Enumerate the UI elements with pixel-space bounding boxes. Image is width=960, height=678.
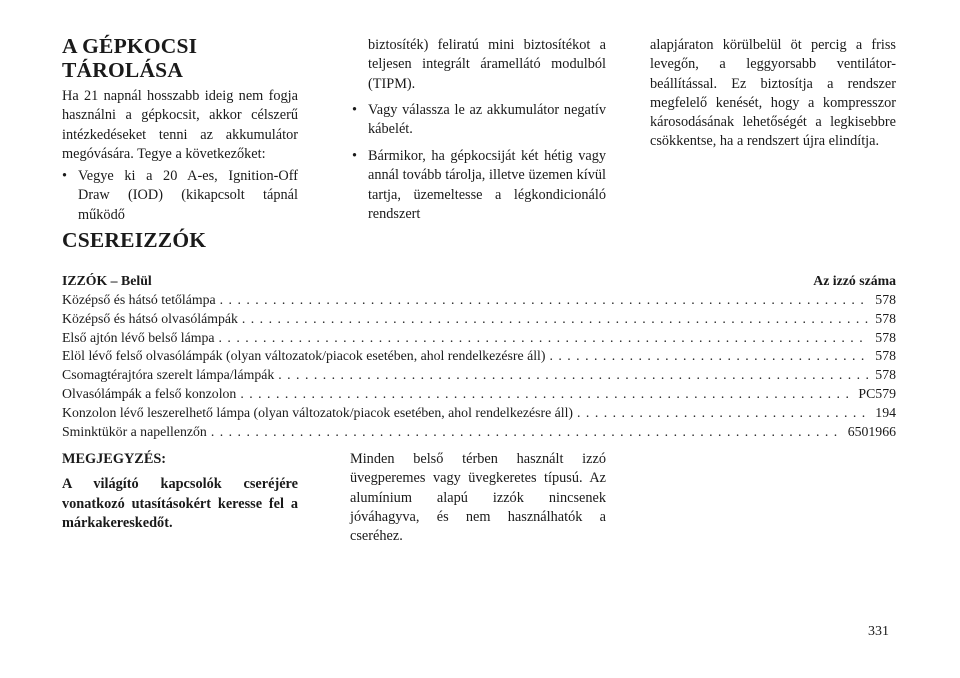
row-label: Középső és hátsó tetőlámpa bbox=[62, 292, 216, 307]
row-label: Első ajtón lévő belső lámpa bbox=[62, 329, 215, 345]
bullet-text: Vegye ki a 20 A-es, Ignition-Off Draw (IOD) (kikapcsolt tápnál működő bbox=[78, 168, 298, 223]
bulb-table bbox=[62, 291, 896, 441]
table-header-right: Az izzó száma bbox=[813, 273, 896, 288]
row-label: Sminktükör a napellenzőn bbox=[62, 423, 207, 439]
bullet-item-1-start bbox=[62, 167, 298, 225]
table-row bbox=[62, 310, 896, 329]
note-heading: MEGJEGYZÉS: bbox=[62, 451, 167, 467]
note-text: Minden belső térben használt izzó üvegperemes vagy üvegkeretes típusú. Az alumínium alapú izzók nincsenek jóváhagyva, és nem használhatók a cseréhez. bbox=[350, 451, 606, 545]
row-value: 6501966 bbox=[847, 423, 896, 439]
row-value: 578 bbox=[875, 367, 896, 383]
dot-leader bbox=[236, 385, 852, 404]
dot-leader bbox=[207, 423, 842, 442]
row-label: Olvasólámpák a felső konzolon bbox=[62, 385, 237, 401]
table-row bbox=[62, 347, 896, 366]
bullet-item-1-cont bbox=[352, 36, 606, 94]
note-bold-text: A világító kapcsolók cseréjére vonatkozó utasításokért keresse fel a márkakereskedőt. bbox=[62, 476, 298, 531]
intro-paragraph: Ha 21 napnál hosszabb ideig nem fogja használni a gépkocsit, akkor célszerű intézkedéseket tenni az akkumulátor megóvására. Tegye a következőket: bbox=[62, 88, 298, 162]
table-header bbox=[62, 272, 896, 290]
bullet-item-2 bbox=[352, 101, 606, 140]
row-value: 578 bbox=[875, 329, 896, 345]
page-title-line2: TÁROLÁSA bbox=[62, 58, 184, 82]
table-row bbox=[62, 423, 896, 442]
bullet-text: Vagy válassza le az akkumulátor negatív kábelét. bbox=[368, 102, 606, 138]
bullet-dot: • bbox=[62, 168, 68, 184]
bullet-text-cont: biztosíték) feliratú mini biztosítékot a teljesen integrált áramellátó modulból (TIPM). bbox=[368, 37, 606, 92]
dot-leader bbox=[545, 347, 869, 366]
table-row bbox=[62, 291, 896, 310]
table-row bbox=[62, 329, 896, 348]
table-row bbox=[62, 385, 896, 404]
bullet-text: Bármikor, ha gépkocsiját két hétig vagy annál tovább tárolja, illetve üzemen kívül tartja, üzemeltesse a légkondicionáló rendszert bbox=[368, 148, 606, 222]
page-number: 331 bbox=[868, 624, 889, 639]
row-value: 578 bbox=[875, 348, 896, 364]
row-value: 578 bbox=[875, 292, 896, 307]
page-title-line1: A GÉPKOCSI bbox=[62, 34, 198, 58]
row-label: Középső és hátsó olvasólámpák bbox=[62, 310, 238, 326]
dot-leader bbox=[573, 404, 869, 423]
row-label: Konzolon lévő leszerelhető lámpa (olyan változatok/piacok esetében, ahol rendelkezésre áll) bbox=[62, 404, 574, 420]
row-value: PC579 bbox=[858, 385, 896, 401]
dot-leader bbox=[274, 366, 869, 385]
dot-leader bbox=[216, 291, 870, 310]
table-row bbox=[62, 404, 896, 423]
row-label: Elöl lévő felső olvasólámpák (olyan változatok/piacok esetében, ahol rendelkezésre áll) bbox=[62, 348, 546, 364]
bullet-item-3-start bbox=[352, 147, 606, 224]
row-value: 578 bbox=[875, 310, 896, 326]
bullet-dot: • bbox=[352, 148, 358, 164]
table-row bbox=[62, 366, 896, 385]
note-block bbox=[62, 450, 298, 533]
dot-leader bbox=[238, 310, 869, 329]
bullet-dot: • bbox=[352, 102, 358, 118]
dot-leader bbox=[215, 329, 870, 348]
bullet-item-3-cont: alapjáraton körülbelül öt percig a friss levegőn, a leggyorsabb ventilátor-beállítással. Ez biztosítja a rendszer megfelelő kenését, hogy a kompresszor károsodásának lehetőségét a legkisebbre csökkentse, ha a rendszert újra elindítja. bbox=[650, 37, 896, 150]
section-title: CSEREIZZÓK bbox=[62, 228, 207, 252]
row-value: 194 bbox=[875, 404, 896, 420]
row-label: Csomagtérajtóra szerelt lámpa/lámpák bbox=[62, 367, 275, 383]
table-header-left: IZZÓK – Belül bbox=[62, 273, 152, 288]
